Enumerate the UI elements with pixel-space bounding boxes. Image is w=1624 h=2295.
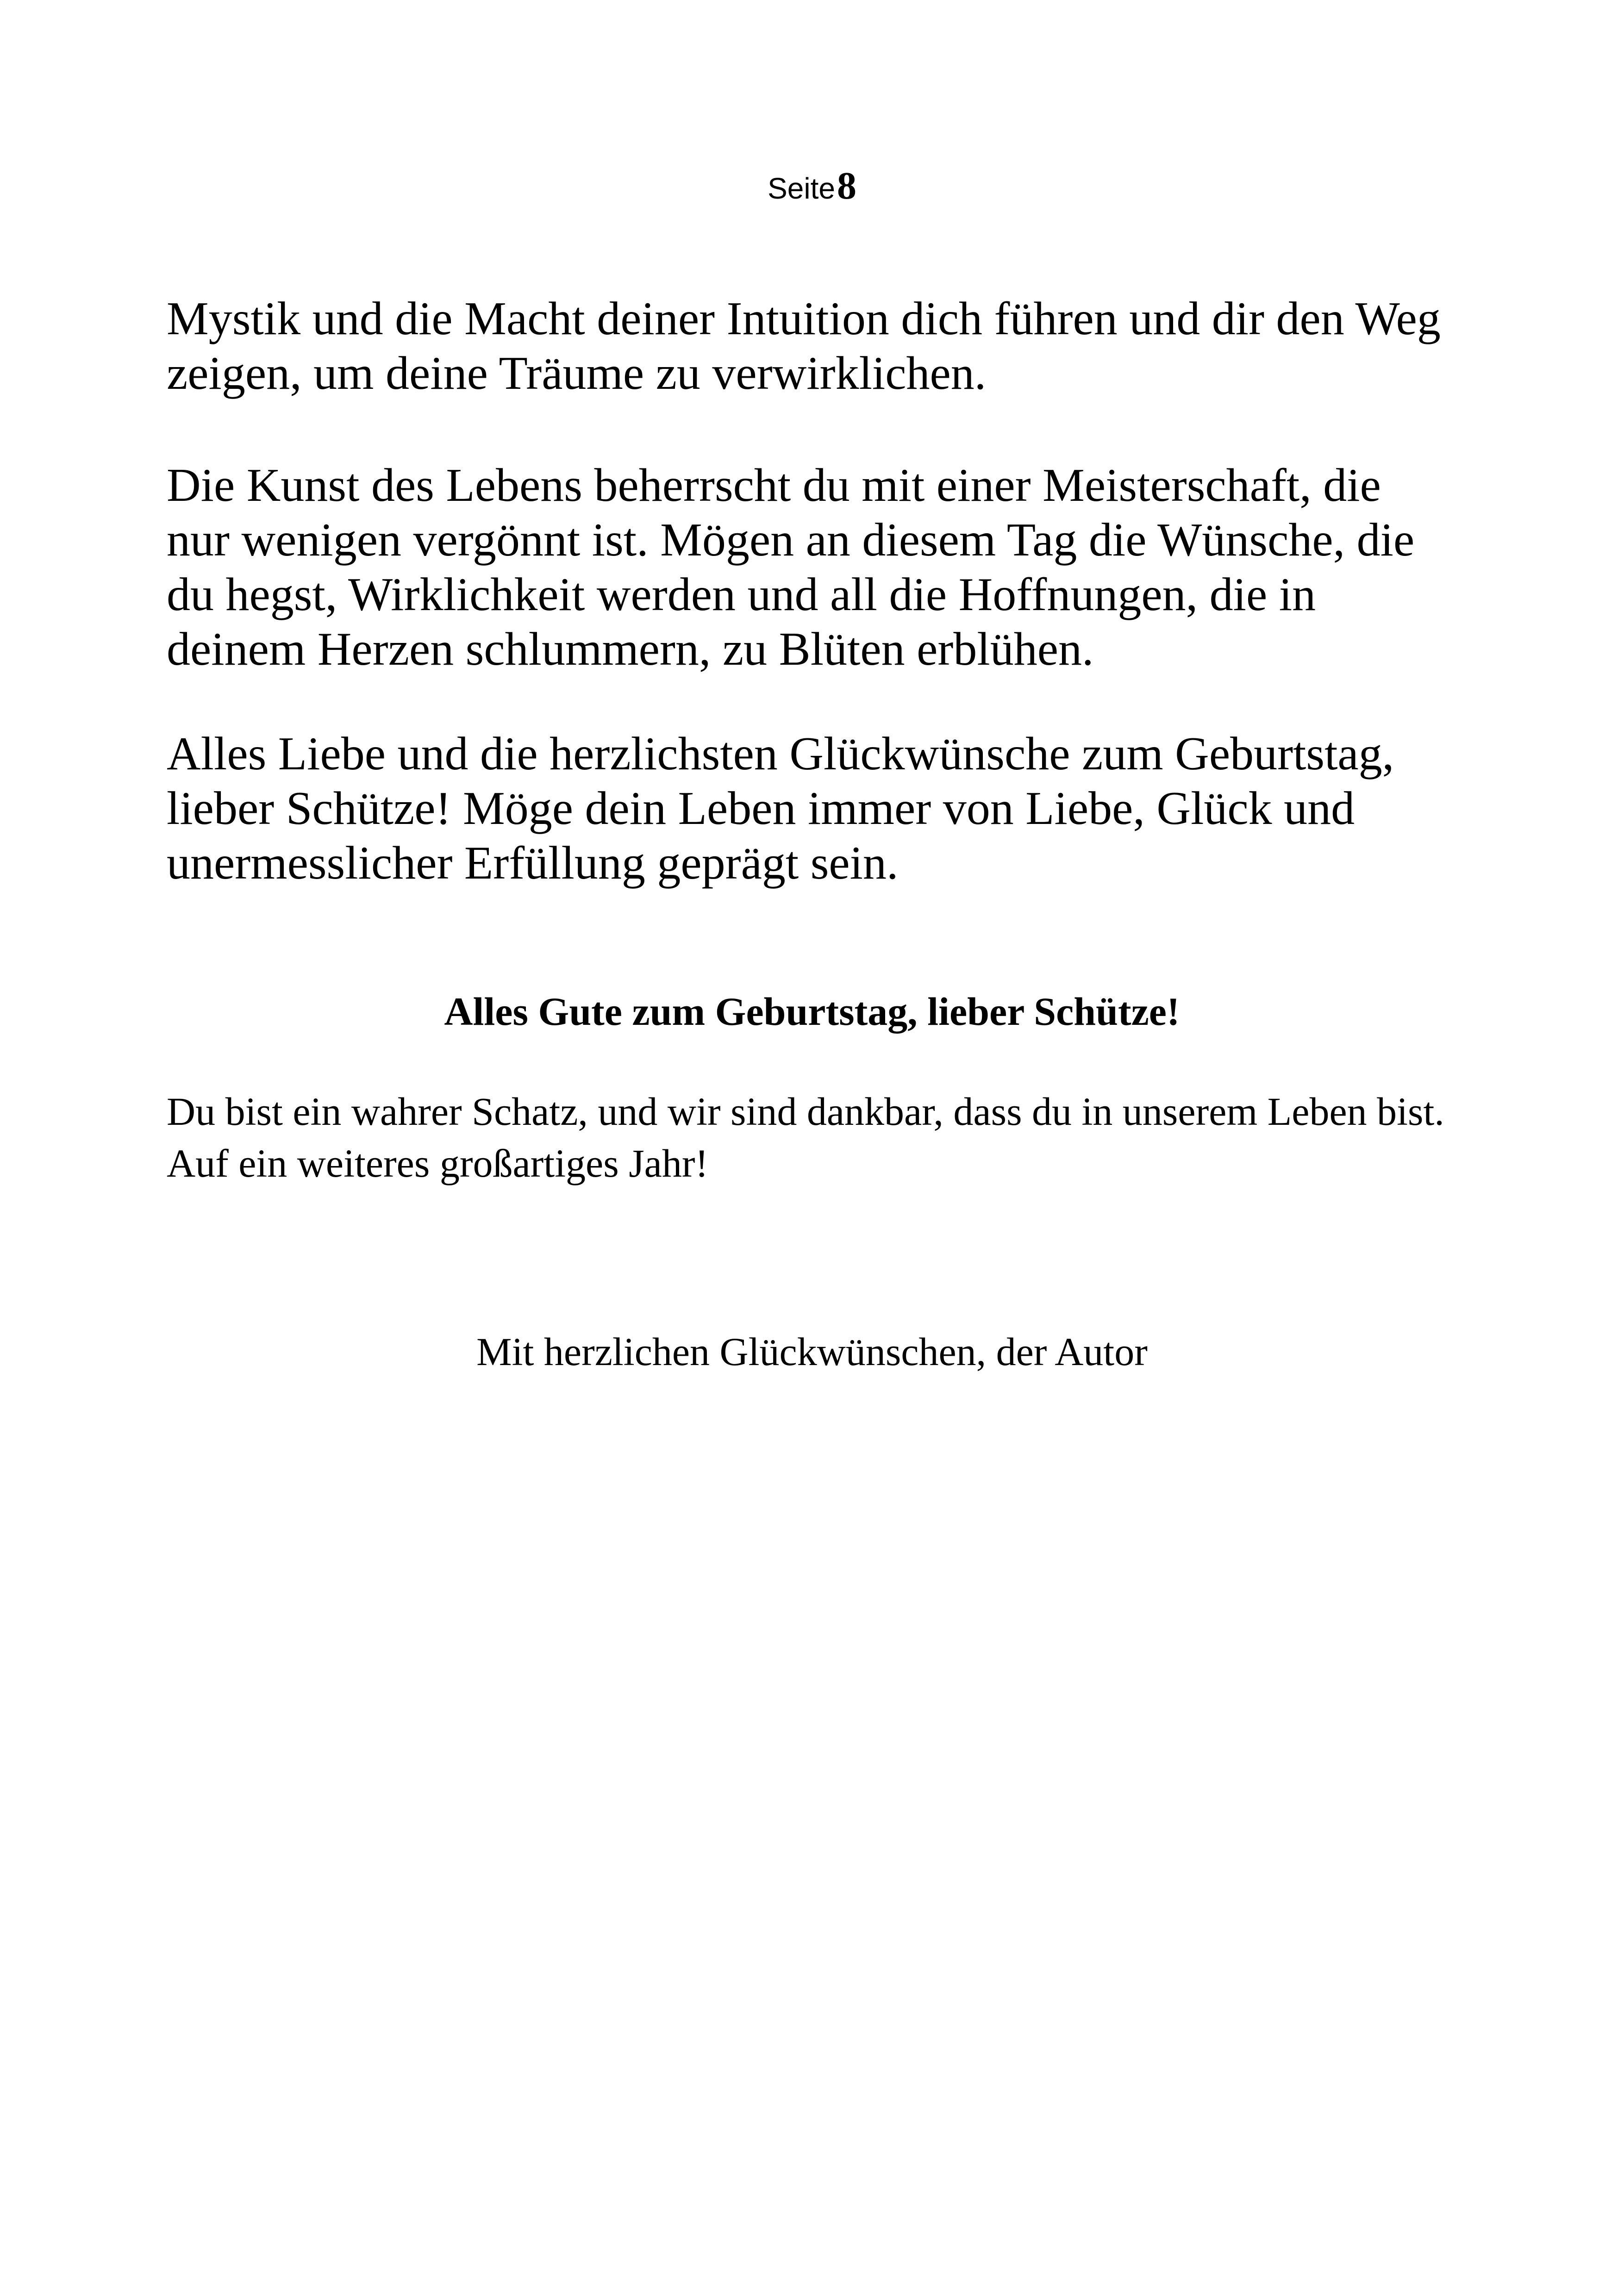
birthday-heading: Alles Gute zum Geburtstag, lieber Schütze! (444, 989, 1180, 1034)
paragraph-treasure: Du bist ein wahrer Schatz, und wir sind dankbar, dass du in unserem Leben bist. Auf ein weiteres großartiges Jahr! (167, 1089, 1444, 1185)
page-header (0, 164, 1624, 207)
page-label: Seite (768, 172, 835, 205)
paragraph-intuition: Mystik und die Macht deiner Intuition dich führen und dir den Weg zeigen, um deine Träume zu verwirklichen. (167, 293, 1441, 399)
paragraph-art-of-life: Die Kunst des Lebens beherrscht du mit einer Meisterschaft, die nur wenigen vergönnt ist. Mögen an diesem Tag die Wünsche, die du hegst, Wirklichkeit werden und all die Hoffnungen, die in deinem Herzen schlummern, zu Blüten erblühen. (167, 459, 1415, 675)
paragraph-birthday-wishes: Alles Liebe und die herzlichsten Glückwünsche zum Geburtstag, lieber Schütze! Möge dein Leben immer von Liebe, Glück und unermesslicher Erfüllung geprägt sein. (167, 728, 1394, 889)
author-signature: Mit herzlichen Glückwünschen, der Autor (476, 1329, 1148, 1374)
page-number: 8 (837, 164, 856, 207)
